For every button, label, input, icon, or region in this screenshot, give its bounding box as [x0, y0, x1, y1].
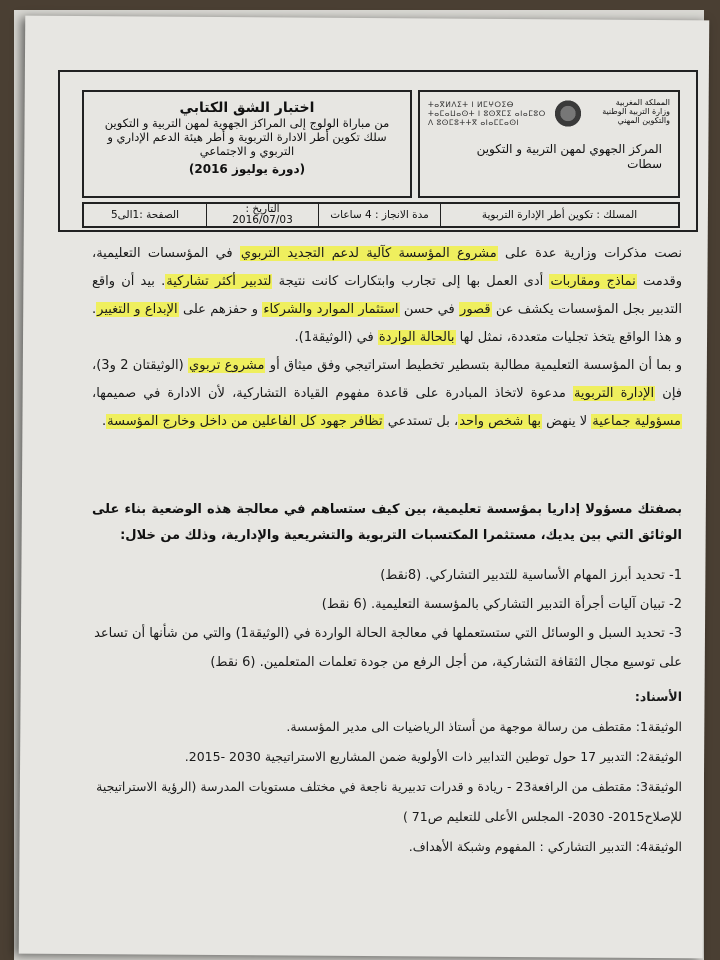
duration-cell: مدة الانجاز : 4 ساعات — [318, 204, 440, 226]
date-cell — [206, 204, 318, 226]
ministry-line-3: والتكوين المهني — [617, 116, 670, 125]
highlight: قصور — [460, 302, 491, 317]
exam-session: (دورة يوليوز 2016) — [188, 162, 306, 176]
document-3: الوثيقة3: مقتطف من الرافعة23 - ريادة و قدرات تدبيرية ناجعة في مختلف مستويات المدرسة (الرؤية الاستراتيجية للإصلاح2015- 2030- المجلس الأعلى للتعليم ص71 ) — [96, 779, 682, 824]
exam-info-row — [82, 202, 680, 228]
date-value: 2016/07/03 — [232, 214, 293, 226]
highlight: مشروع المؤسسة كآلية لدعم التجديد التربوي — [240, 246, 497, 261]
exam-line-3: التربوي و الاجتماعي — [199, 144, 295, 158]
coat-of-arms-icon — [554, 100, 582, 130]
question-2: 2- تبيان آليات أجرأة التدبير التشاركي بالمؤسسة التعليمية. (6 نقط) — [321, 597, 682, 612]
exam-line-2: سلك تكوين أطر الادارة التربوية و أطر هيئة الدعم الإداري و — [107, 130, 387, 144]
center-line-2: سطات — [627, 157, 662, 171]
text-run: في المؤسسات التعليمية، وقدمت — [92, 246, 683, 289]
documents-heading: الأسناد: — [634, 689, 682, 704]
text-run: لا ينهض — [542, 414, 592, 429]
text-run: . — [101, 414, 107, 429]
highlight: مسؤولية جماعية — [592, 414, 681, 429]
highlight: نماذج ومقاربات — [550, 274, 636, 289]
highlight: لتدبير أكثر تشاركية — [166, 274, 272, 289]
text-run: . و هذا الواقع يتخذ تجليات متعددة، نمثل لها — [92, 302, 682, 345]
text-run: و بما أن المؤسسة التعليمية مطالبة بتسطير تخطيط استراتيجي وفق ميثاق أو — [265, 358, 682, 373]
exam-info-box — [82, 90, 412, 198]
highlight: بها شخص واحد — [459, 414, 542, 429]
question-list — [92, 561, 682, 677]
track-cell: المسلك : تكوين أطر الإدارة التربوية — [440, 204, 678, 226]
ministry-line-2: وزارة التربية الوطنية — [602, 107, 670, 116]
highlight: بالحالة الواردة — [378, 330, 455, 345]
center-line-1: المركز الجهوي لمهن التربية و التكوين — [476, 142, 662, 156]
question-1: 1- تحديد أبرز المهام الأساسية للتدبير التشاركي. (8نقط) — [380, 568, 682, 583]
exam-line-1: من مباراة الولوج إلى المراكز الجهوية لمهن التربية و التكوين — [104, 116, 390, 130]
intro-text — [92, 240, 682, 436]
tifinagh-line-1: ⵜⴰⴳⵍⴷⵉⵜ ⵏ ⵍⵎⵖⵔⵉⴱ — [428, 100, 514, 109]
text-run: . بيد أن واقع التدبير بجل المؤسسات يكشف عن — [92, 274, 682, 317]
tifinagh-line-2: ⵜⴰⵎⴰⵡⴰⵙⵜ ⵏ ⵓⵙⴳⵎⵉ ⴰⵏⴰⵎⵓⵔ — [428, 109, 546, 118]
text-run: في حسن — [399, 302, 460, 317]
documents-section — [92, 682, 682, 862]
regional-center-name — [432, 142, 662, 172]
institution-box — [418, 90, 680, 198]
ministry-line-1: المملكة المغربية — [615, 98, 670, 107]
exam-title: اختبار الشق الكتابي — [179, 100, 315, 116]
tifinagh-line-3: ⴷ ⵓⵙⵎⵓⵜⵜⴳ ⴰⵏⴰⵎⵎⴰⵙⵏ — [428, 118, 520, 127]
highlight: مشروع تربوي — [189, 358, 265, 373]
document-1: الوثيقة1: مقتطف من رسالة موجهة من أستاذ الرياضيات الى مدير المؤسسة. — [286, 719, 682, 734]
text-run: نصت مذكرات وزارية عدة على — [497, 246, 682, 261]
intro-paragraph-2 — [92, 352, 682, 436]
highlight: الإدارة التربوية — [573, 386, 655, 401]
ministry-name — [588, 98, 670, 125]
highlight: الإبداع و التغيير — [97, 302, 178, 317]
text-run: ، بل تستدعي — [383, 414, 459, 429]
date-label: التاريخ : — [245, 203, 280, 215]
text-run: أدى العمل بها إلى تجارب وابتكارات كانت نتيجة — [272, 274, 550, 289]
page-cell: الصفحة :1الى5 — [110, 208, 180, 221]
text-run: في (الوثيقة1). — [294, 330, 378, 345]
task-statement: بصفتك مسؤولا إداريا بمؤسسة تعليمية، بين كيف ستساهم في معالجة هذه الوضعية بناء على الوثائق التي بين يديك، مستثمرا المكتسبات التربوية والتشريعية والإدارية، وذلك من خلال: — [92, 502, 682, 543]
text-run: و حفزهم على — [178, 302, 263, 317]
question-3: 3- تحديد السبل و الوسائل التي ستستعملها في معالجة الحالة الواردة في (الوثيقة1) والتي من شأنها أن تساعد على توسيع مجال الثقافة التشاركية، من أجل الرفع من جودة تعلمات المتعلمين. (6 نقط) — [94, 626, 682, 670]
intro-paragraph-1 — [92, 240, 682, 352]
highlight: تظافر جهود كل الفاعلين من داخل وخارج المؤسسة — [107, 414, 383, 429]
highlight: استثمار الموارد والشركاء — [263, 302, 399, 317]
text-run: مدعوة لاتخاذ المبادرة على قاعدة مفهوم القيادة التشاركية، لأن الادارة في صميمها، — [92, 386, 573, 401]
document-4: الوثيقة4: التدبير التشاركي : المفهوم وشبكة الأهداف. — [408, 839, 682, 854]
document-2: الوثيقة2: التدبير 17 حول توطين التدابير ذات الأولوية ضمن المشاريع الاستراتيجية 2030 -2015. — [184, 749, 682, 764]
text-run: (الوثيقتان 2 و3)، فإن — [92, 358, 682, 401]
tifinagh-ministry-name — [428, 100, 548, 127]
